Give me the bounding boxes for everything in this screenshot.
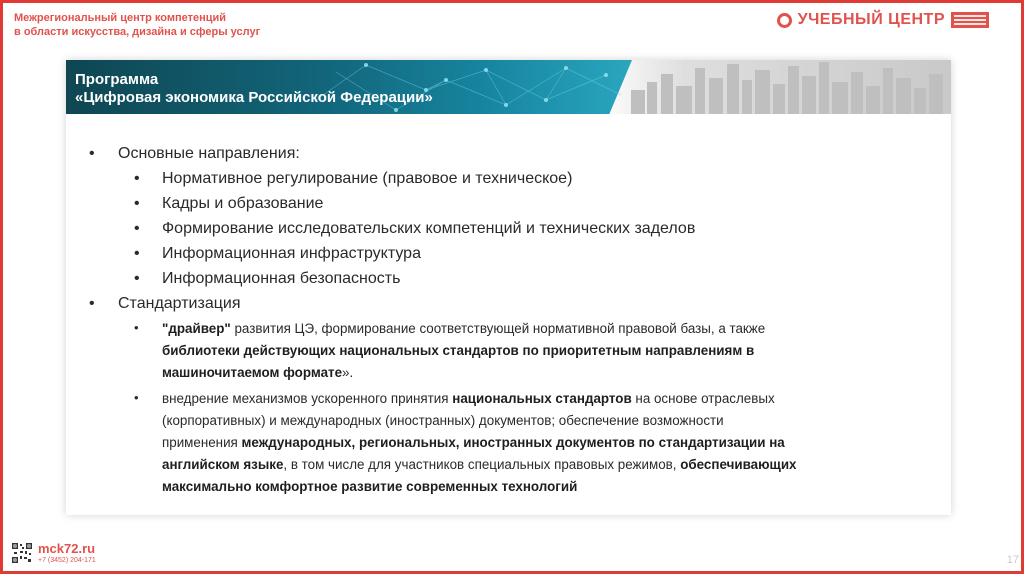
brand-name: УЧЕБНЫЙ ЦЕНТР bbox=[797, 11, 945, 28]
slide-title bbox=[75, 71, 433, 107]
implementation-text-2: на основе отраслевых (корпоративных) и международных (иностранных) документов; обеспечение возможности применения bbox=[162, 391, 775, 450]
libraries-bold-text: библиотеки действующих национальных стандартов по приоритетным направлениям в машиночитаемом формате bbox=[162, 343, 755, 380]
implementation-text-3: , в том числе для участников специальных правовых режимов, bbox=[283, 457, 681, 472]
qr-code-icon bbox=[11, 542, 33, 564]
bullet-standardization: • Стандартизация bbox=[88, 291, 928, 316]
bullet-item-research: • Формирование исследовательских компетенций и технических заделов bbox=[88, 216, 928, 241]
page-number: 17 bbox=[1006, 554, 1019, 566]
driver-text: развития ЦЭ, формирование соответствующей нормативной правовой базы, а также bbox=[230, 321, 766, 336]
driver-text-end: ». bbox=[342, 365, 354, 380]
brand-logo bbox=[777, 11, 989, 29]
slide-title-line-1: Программа bbox=[75, 71, 159, 88]
ring-logo-icon bbox=[777, 13, 792, 28]
driver-quote-open: " bbox=[162, 321, 169, 336]
bullet-item-driver bbox=[88, 318, 802, 384]
bullet-item-personnel: • Кадры и образование bbox=[88, 191, 928, 216]
national-standards-bold-text: национальных стандартов bbox=[452, 391, 632, 406]
title-banner bbox=[66, 60, 951, 114]
comfort-bold-text: обеспечивающих максимально комфортное развитие современных технологий bbox=[162, 457, 797, 494]
bullet-item-security: • Информационная безопасность bbox=[88, 266, 928, 291]
driver-quote-close: " bbox=[224, 321, 231, 336]
footer-contacts bbox=[11, 538, 96, 568]
driver-bold-text: драйвер bbox=[168, 321, 225, 336]
bullet-main-directions: • Основные направления: bbox=[88, 141, 928, 166]
international-docs-bold-text: международных, региональных, иностранных документов по стандартизации на английском языке bbox=[162, 435, 785, 472]
slide-title-line-2: «Цифровая экономика Российской Федерации» bbox=[75, 89, 433, 106]
bullet-list bbox=[88, 141, 928, 498]
bullet-item-infrastructure: • Информационная инфраструктура bbox=[88, 241, 928, 266]
bullet-item-regulation: • Нормативное регулирование (правовое и техническое) bbox=[88, 166, 928, 191]
website-link[interactable]: mck72.ru bbox=[38, 540, 96, 556]
city-skyline-icon bbox=[621, 60, 951, 114]
org-name bbox=[14, 11, 314, 39]
org-name-line-1: Межрегиональный центр компетенций bbox=[14, 12, 227, 24]
brand-badge-icon bbox=[951, 12, 989, 28]
org-name-line-2: в области искусства, дизайна и сферы услуг bbox=[14, 26, 261, 38]
phone-number: +7 (3452) 204-171 bbox=[38, 556, 96, 564]
bullet-item-implementation bbox=[88, 388, 802, 498]
implementation-text-1: внедрение механизмов ускоренного принятия bbox=[162, 391, 453, 406]
